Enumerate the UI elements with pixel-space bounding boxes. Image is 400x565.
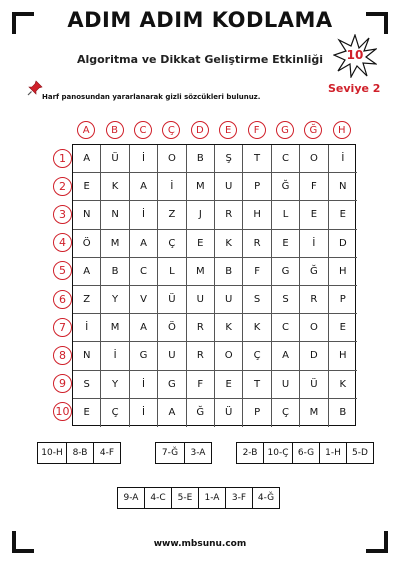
grid-cell: O bbox=[158, 145, 186, 173]
row-label: 6 bbox=[53, 290, 72, 309]
code-cell: 6-G bbox=[293, 443, 320, 463]
grid-cell: U bbox=[187, 286, 215, 314]
grid-cell: Y bbox=[101, 286, 129, 314]
column-label: Ç bbox=[162, 121, 180, 139]
grid-cell: F bbox=[300, 173, 328, 201]
code-cell: 2-B bbox=[237, 443, 264, 463]
grid-cell: A bbox=[158, 399, 186, 427]
grid-cell: T bbox=[243, 145, 271, 173]
grid-cell: A bbox=[272, 342, 300, 370]
grid-cell: A bbox=[73, 145, 101, 173]
grid-cell: D bbox=[329, 230, 357, 258]
grid-cell: B bbox=[339, 406, 347, 418]
column-labels bbox=[72, 121, 356, 141]
grid-cell: A bbox=[130, 314, 158, 342]
grid-cell: İ bbox=[329, 145, 357, 173]
grid-cell: Ç bbox=[158, 230, 186, 258]
grid-cell: A bbox=[130, 230, 158, 258]
grid-cell: P bbox=[243, 399, 271, 427]
grid-cell: G bbox=[158, 371, 186, 399]
grid-cell: Ü bbox=[101, 145, 129, 173]
grid-cell: N bbox=[101, 201, 129, 229]
grid-cell: E bbox=[329, 201, 357, 229]
grid-cell: R bbox=[243, 230, 271, 258]
code-cell: 5-E bbox=[172, 488, 199, 508]
code-cell: 9-A bbox=[118, 488, 145, 508]
code-cell: 10-Ç bbox=[264, 443, 293, 463]
grid-cell: R bbox=[187, 342, 215, 370]
grid-cell: İ bbox=[300, 230, 328, 258]
grid-cell: V bbox=[130, 286, 158, 314]
code-cell: 3-A bbox=[190, 448, 206, 458]
grid-cell: K bbox=[101, 173, 129, 201]
code-cell: 4-Ğ bbox=[257, 493, 275, 503]
grid-cell: N bbox=[329, 173, 357, 201]
grid-cell: Ü bbox=[215, 399, 243, 427]
grid-cell: U bbox=[272, 371, 300, 399]
grid-cell: B bbox=[215, 258, 243, 286]
grid-cell: G bbox=[130, 342, 158, 370]
code-cell: 7-Ğ bbox=[156, 443, 185, 463]
grid-cell: E bbox=[187, 230, 215, 258]
grid-cell: Ğ bbox=[272, 173, 300, 201]
code-cell: 3-F bbox=[226, 488, 253, 508]
grid-cell: İ bbox=[73, 314, 101, 342]
grid-cell: Y bbox=[101, 371, 129, 399]
grid-cell: D bbox=[300, 342, 328, 370]
code-box-group bbox=[236, 442, 374, 464]
column-label: E bbox=[219, 121, 237, 139]
grid-cell: C bbox=[130, 258, 158, 286]
grid-cell: S bbox=[243, 286, 271, 314]
grid-cell: B bbox=[101, 258, 129, 286]
column-label: D bbox=[191, 121, 209, 139]
grid-cell: M bbox=[187, 173, 215, 201]
grid-cell: R bbox=[300, 286, 328, 314]
grid-cell: F bbox=[243, 258, 271, 286]
grid-cell: S bbox=[73, 371, 101, 399]
grid-cell: M bbox=[187, 258, 215, 286]
grid-cell: H bbox=[329, 258, 357, 286]
grid-cell: Ü bbox=[300, 371, 328, 399]
grid-cell: İ bbox=[130, 371, 158, 399]
grid-cell: N bbox=[73, 201, 101, 229]
grid-cell: U bbox=[215, 286, 243, 314]
pushpin-icon bbox=[27, 80, 43, 96]
grid-cell: E bbox=[73, 173, 101, 201]
grid-cell: K bbox=[215, 314, 243, 342]
grid-cell: H bbox=[329, 342, 357, 370]
code-box-group bbox=[155, 442, 212, 464]
grid-cell: E bbox=[73, 399, 101, 427]
column-label: G bbox=[276, 121, 294, 139]
code-box-group bbox=[37, 442, 121, 464]
grid-cell: E bbox=[300, 201, 328, 229]
code-cell: 4-C bbox=[145, 488, 172, 508]
row-label: 9 bbox=[53, 374, 72, 393]
grid-cell: E bbox=[215, 371, 243, 399]
grid-cell: Ö bbox=[158, 314, 186, 342]
grid-cell: T bbox=[243, 371, 271, 399]
grid-cell: Ğ bbox=[187, 399, 215, 427]
grid-cell: İ bbox=[130, 399, 158, 427]
grid-cell: K bbox=[243, 314, 271, 342]
grid-cell: C bbox=[272, 145, 300, 173]
grid-cell: Ö bbox=[73, 230, 101, 258]
column-label: B bbox=[106, 121, 124, 139]
code-cell: 1-H bbox=[320, 443, 347, 463]
grid-cell: P bbox=[329, 286, 357, 314]
grid-cell: İ bbox=[130, 145, 158, 173]
grid-cell: R bbox=[187, 314, 215, 342]
letter-grid bbox=[72, 144, 356, 426]
grid-cell: M bbox=[101, 314, 129, 342]
grid-cell: L bbox=[158, 258, 186, 286]
grid-cell: C bbox=[272, 314, 300, 342]
grid-cell: İ bbox=[158, 173, 186, 201]
grid-cell: İ bbox=[130, 201, 158, 229]
grid-cell: E bbox=[272, 230, 300, 258]
grid-cell: Z bbox=[158, 201, 186, 229]
grid-cell: K bbox=[329, 371, 357, 399]
grid-cell: U bbox=[215, 173, 243, 201]
grid-cell: O bbox=[300, 314, 328, 342]
grid-cell: U bbox=[158, 342, 186, 370]
grid-cell: Ç bbox=[101, 399, 129, 427]
grid-cell: H bbox=[243, 201, 271, 229]
grid-cell: E bbox=[329, 314, 357, 342]
grid-cell: Ü bbox=[158, 286, 186, 314]
row-label: 4 bbox=[53, 233, 72, 252]
row-label: 1 bbox=[53, 149, 72, 168]
code-cell: 8-B bbox=[67, 443, 94, 463]
page-title: ADIM ADIM KODLAMA bbox=[67, 8, 333, 32]
column-label: F bbox=[248, 121, 266, 139]
grid-cell: Ç bbox=[272, 399, 300, 427]
grid-cell: Ş bbox=[215, 145, 243, 173]
code-cell: 4-F bbox=[99, 448, 115, 458]
grid-cell: F bbox=[187, 371, 215, 399]
row-label: 3 bbox=[53, 205, 72, 224]
grid-cell: G bbox=[272, 258, 300, 286]
grid-cell: Ğ bbox=[300, 258, 328, 286]
grid-cell: O bbox=[300, 145, 328, 173]
column-label: A bbox=[77, 121, 95, 139]
grid-cell: S bbox=[272, 286, 300, 314]
grid-cell: Z bbox=[73, 286, 101, 314]
grid-cell: M bbox=[101, 230, 129, 258]
page-subtitle: Algoritma ve Dikkat Geliştirme Etkinliği bbox=[76, 53, 324, 66]
row-label: 7 bbox=[53, 318, 72, 337]
grid-cell: M bbox=[300, 399, 328, 427]
column-label: H bbox=[333, 121, 351, 139]
grid-cell: L bbox=[272, 201, 300, 229]
row-label: 8 bbox=[53, 346, 72, 365]
grid-cell: N bbox=[73, 342, 101, 370]
activity-number-badge: 10 bbox=[346, 48, 364, 62]
grid-cell: B bbox=[187, 145, 215, 173]
grid-cell: Ç bbox=[243, 342, 271, 370]
grid-cell: A bbox=[130, 173, 158, 201]
grid-cell: J bbox=[187, 201, 215, 229]
row-label: 2 bbox=[53, 177, 72, 196]
grid-cell: P bbox=[243, 173, 271, 201]
code-cell: 5-D bbox=[352, 448, 368, 458]
column-label: Ğ bbox=[304, 121, 322, 139]
code-cell: 10-H bbox=[38, 443, 67, 463]
grid-cell: A bbox=[73, 258, 101, 286]
code-box-group bbox=[117, 487, 280, 509]
code-cell: 1-A bbox=[199, 488, 226, 508]
footer-url: www.mbsunu.com bbox=[153, 539, 247, 549]
instruction-text: Harf panosundan yararlanarak gizli sözcükleri bulunuz. bbox=[42, 93, 261, 101]
level-label: Seviye 2 bbox=[328, 82, 381, 95]
grid-cell: İ bbox=[101, 342, 129, 370]
column-label: C bbox=[134, 121, 152, 139]
grid-cell: O bbox=[215, 342, 243, 370]
row-label: 10 bbox=[53, 402, 72, 421]
grid-cell: R bbox=[215, 201, 243, 229]
grid-cell: K bbox=[215, 230, 243, 258]
row-label: 5 bbox=[53, 261, 72, 280]
